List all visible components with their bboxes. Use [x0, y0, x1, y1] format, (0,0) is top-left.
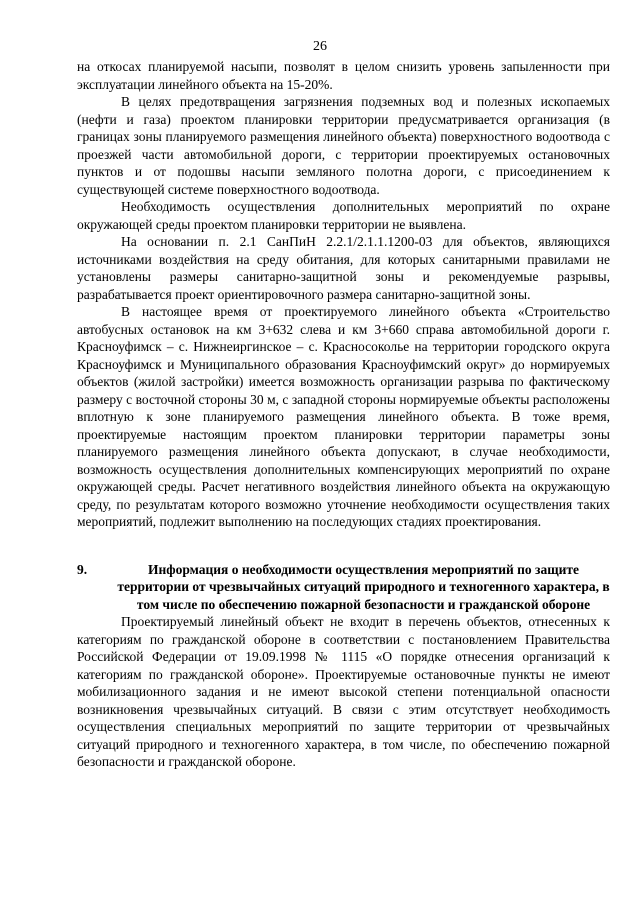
section-title: Информация о необходимости осуществления мероприятий по защите территории от чрезвычайных ситуаций природного и техногенного характера, в том числе по обеспечению пожарной безопасности и гражданской обороне	[117, 561, 610, 612]
section-number: 9.	[77, 561, 88, 577]
section-heading	[77, 561, 610, 614]
paragraph-groundwater-protection: В целях предотвращения загрязнения подземных вод и полезных ископаемых (нефти и газа) проектом планировки территории предусматривается организация (в границах зоны планируемого размещения линейного объекта) поверхностного водоотвода с проезжей части автомобильной дороги, с территории проектируемых остановочных пунктов и от подошвы насыпи земляного полотна дороги, с присоединением к существующей системе поверхностного водоотвода.	[77, 94, 610, 197]
paragraph-sanitary-zone: На основании п. 2.1 СанПиН 2.2.1/2.1.1.1200-03 для объектов, являющихся источниками воздействия на среду обитания, для которых санитарными правилами не установлены размеры санитарно-защитной зоны и рекомендуемые разрывы, разрабатывается проект ориентировочного размера санитарно-защитной зоны.	[77, 234, 610, 302]
paragraph-additional-measures: Необходимость осуществления дополнительных мероприятий по охране окружающей среды проектом планировки территории не выявлена.	[77, 199, 610, 232]
paragraph-continuation: на откосах планируемой насыпи, позволят в целом снизить уровень запыленности при эксплуатации линейного объекта на 15-20%.	[77, 59, 610, 92]
page-content	[77, 58, 610, 771]
page-number: 26	[313, 39, 327, 54]
paragraph-current-status: В настоящее время от проектируемого линейного объекта «Строительство автобусных остановок на км 3+632 слева и км 3+660 справа автомобильной дороги г. Красноуфимск – с. Нижнеиргинское – с. Красносоколье на территории городского округа Красноуфимск и Муниципального образования Красноуфимский округ» до нормируемых объектов (жилой застройки) имеется возможность организации разрыва по фактическому размеру с восточной стороны 30 м, с западной стороны нормируемые объекты расположены вплотную к зоне планируемого размещения линейного объекта. В тоже время, проектируемые настоящим проектом планировки территории параметры зоны планируемого размещения линейного объекта допускают, в случае необходимости, возможность осуществления дополнительных компенсирующих мероприятий по охране окружающей среды. Расчет негативного воздействия линейного объекта на окружающую среду, по результатам которого возможно уточнение необходимости осуществления таких мероприятий, подлежит выполнению на последующих стадиях проектирования.	[77, 304, 610, 529]
paragraph-civil-defense: Проектируемый линейный объект не входит в перечень объектов, отнесенных к категориям по гражданской обороне в соответствии с постановлением Правительства Российской Федерации от 19.09.1998 № 1115 «О порядке отнесения организаций к категориям по гражданской обороне». Проектируемые остановочные пункты не имеют мобилизационного задания и не имеют высокой степени потенциальной опасности возникновения чрезвычайных ситуаций. В связи с этим отсутствует необходимость осуществления специальных мероприятий по защите территории от чрезвычайных ситуаций природного и техногенного характера, в том числе, по обеспечению пожарной безопасности и гражданской обороне.	[77, 614, 610, 769]
